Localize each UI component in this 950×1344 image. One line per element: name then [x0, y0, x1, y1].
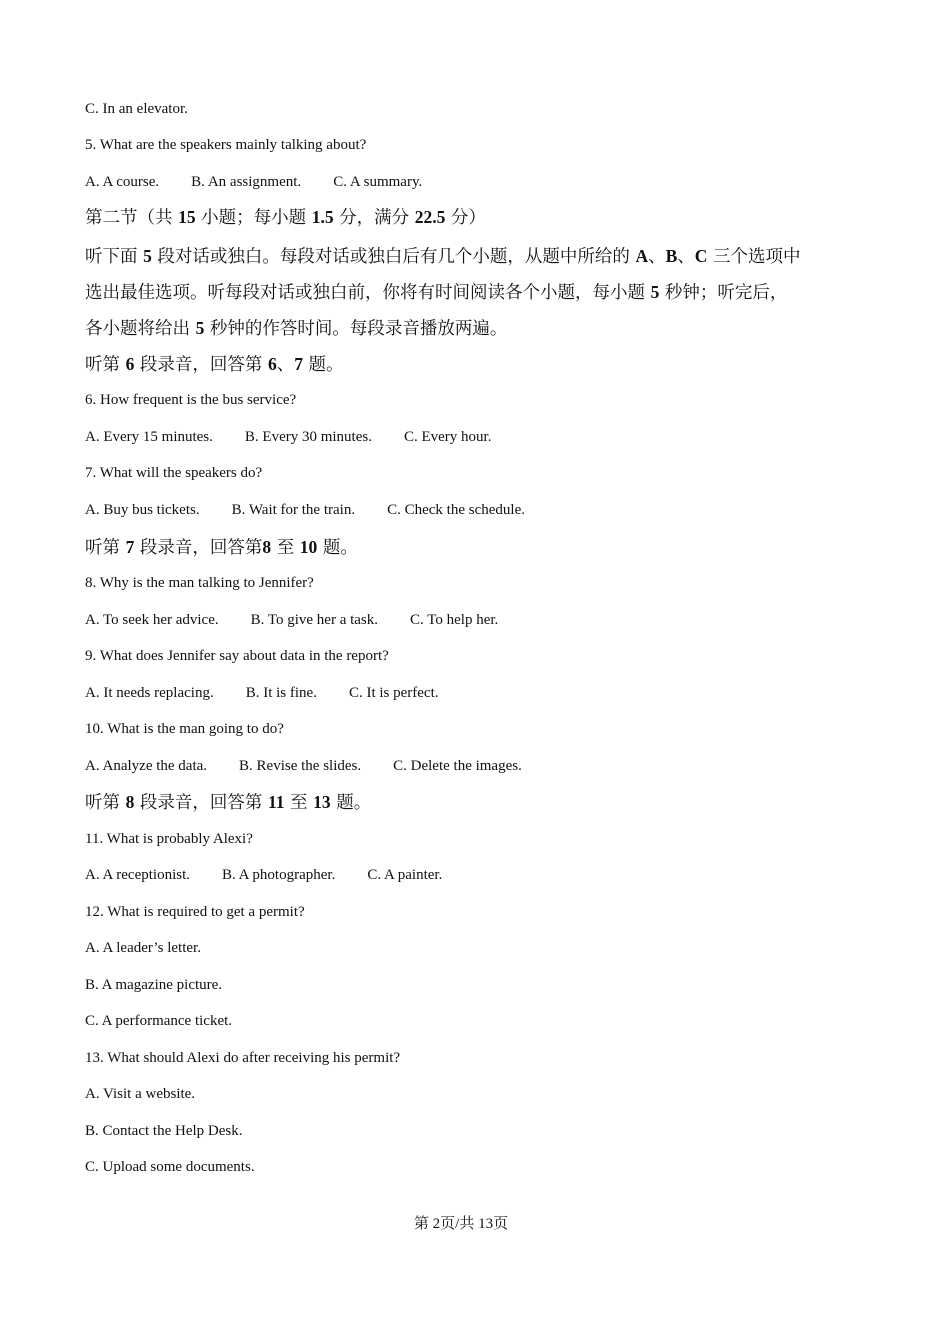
- passage6-heading: 听第 6 段录音，回答第 6、7 题。: [85, 354, 344, 375]
- q9-options: [85, 683, 439, 703]
- q12-option-c: C. A performance ticket.: [85, 1013, 233, 1029]
- q9-option-c: C. It is perfect.: [348, 685, 439, 701]
- section2-instructions-line1: 听下面 5 段对话或独白。每段对话或独白后有几个小题，从题中所给的 A、B、C 三个选项中: [85, 246, 801, 267]
- page-footer: [0, 1214, 950, 1234]
- page-number: 第 2页/共 13页: [413, 1216, 509, 1232]
- q8-option-c: C. To help her.: [410, 612, 499, 628]
- passage8-heading: 听第 8 段录音，回答第 11 至 13 题。: [85, 792, 372, 813]
- q12-question: 12. What is required to get a permit?: [85, 904, 305, 920]
- section2-heading: 第二节（共 15 小题；每小题 1.5 分，满分 22.5 分）: [85, 207, 486, 228]
- q6-options: [85, 427, 491, 447]
- q8-options: [85, 610, 498, 630]
- q13-option-a: A. Visit a website.: [85, 1086, 196, 1102]
- passage7-heading: 听第 7 段录音，回答第8 至 10 题。: [85, 537, 358, 558]
- q13-option-b: B. Contact the Help Desk.: [85, 1123, 243, 1139]
- q10-options: [85, 756, 522, 776]
- q13-question: 13. What should Alexi do after receiving his permit?: [85, 1050, 401, 1066]
- q5-option-a: A. A course.: [85, 174, 160, 190]
- q5-option-b: B. An assignment.: [191, 174, 302, 190]
- q13-option-c: C. Upload some documents.: [85, 1159, 255, 1175]
- q11-option-a: A. A receptionist.: [85, 867, 190, 883]
- q4-option-c: C. In an elevator.: [85, 101, 188, 117]
- q10-question: 10. What is the man going to do?: [85, 721, 284, 737]
- section2-instructions-line2: 选出最佳选项。听每段对话或独白前，你将有时间阅读各个小题，每小题 5 秒钟；听完后，: [85, 282, 788, 303]
- q8-question: 8. Why is the man talking to Jennifer?: [85, 575, 314, 591]
- q10-option-a: A. Analyze the data.: [85, 758, 208, 774]
- q7-question: 7. What will the speakers do?: [85, 465, 263, 481]
- q8-option-b: B. To give her a task.: [250, 612, 379, 628]
- q7-option-c: C. Check the schedule.: [387, 502, 525, 518]
- q10-option-c: C. Delete the images.: [393, 758, 522, 774]
- q11-option-c: C. A painter.: [367, 867, 443, 883]
- section2-instructions-line3: 各小题将给出 5 秒钟的作答时间。每段录音播放两遍。: [85, 318, 508, 339]
- q10-option-b: B. Revise the slides.: [239, 758, 362, 774]
- q5-options: [85, 172, 422, 192]
- q12-option-b: B. A magazine picture.: [85, 977, 223, 993]
- q8-option-a: A. To seek her advice.: [85, 612, 219, 628]
- q6-option-c: C. Every hour.: [403, 429, 492, 445]
- q7-option-b: B. Wait for the train.: [231, 502, 356, 518]
- q11-option-b: B. A photographer.: [222, 867, 336, 883]
- q11-options: [85, 865, 442, 885]
- q12-option-a: A. A leader’s letter.: [85, 940, 201, 956]
- q6-question: 6. How frequent is the bus service?: [85, 392, 297, 408]
- q5-option-c: C. A summary.: [333, 174, 423, 190]
- q7-options: [85, 500, 525, 520]
- q5-question: 5. What are the speakers mainly talking about?: [85, 137, 367, 153]
- q9-option-b: B. It is fine.: [245, 685, 317, 701]
- q11-question: 11. What is probably Alexi?: [85, 831, 253, 847]
- q6-option-a: A. Every 15 minutes.: [85, 429, 213, 445]
- q9-question: 9. What does Jennifer say about data in the report?: [85, 648, 389, 664]
- q6-option-b: B. Every 30 minutes.: [244, 429, 372, 445]
- q7-option-a: A. Buy bus tickets.: [85, 502, 200, 518]
- q9-option-a: A. It needs replacing.: [85, 685, 214, 701]
